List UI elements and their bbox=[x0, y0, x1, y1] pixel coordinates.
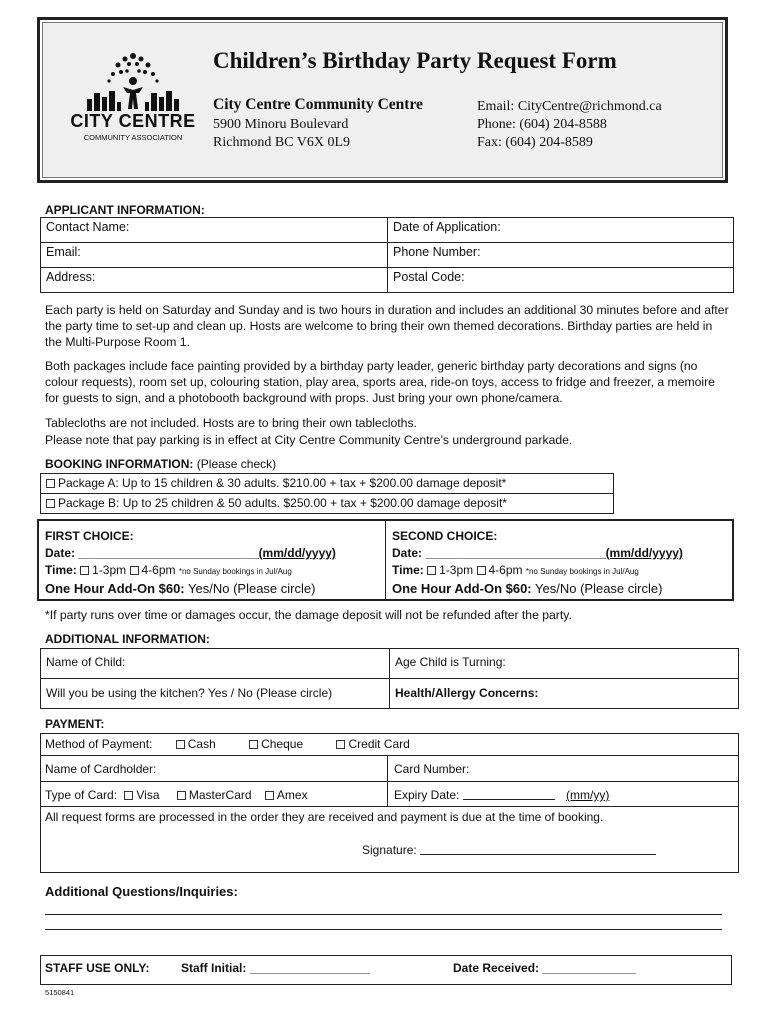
package-b-checkbox[interactable] bbox=[46, 499, 55, 508]
date-received-field[interactable] bbox=[453, 961, 636, 975]
booking-heading-note: (Please check) bbox=[196, 457, 277, 471]
credit-card-label: Credit Card bbox=[348, 737, 410, 751]
signature-line bbox=[420, 844, 656, 855]
package-a-label: Package A: Up to 15 children & 30 adults. $210.00 + tax + $200.00 damage deposit* bbox=[58, 476, 507, 490]
signature-label: Signature: bbox=[362, 843, 417, 857]
first-time-1-checkbox[interactable] bbox=[80, 566, 89, 575]
amex-label: Amex bbox=[276, 788, 308, 802]
second-time-label: Time: bbox=[392, 563, 424, 577]
address-line-1: 5900 Minoru Boulevard bbox=[213, 117, 349, 132]
date-received-line: ______________ bbox=[542, 961, 636, 975]
mastercard-label: MasterCard bbox=[188, 788, 252, 802]
cardholder-label: Name of Cardholder: bbox=[45, 762, 157, 776]
first-time-note: *no Sunday bookings in Jul/Aug bbox=[178, 567, 292, 576]
phone-number-field[interactable] bbox=[388, 243, 734, 268]
date-application-field[interactable] bbox=[388, 218, 734, 243]
applicant-table bbox=[40, 217, 734, 293]
date-application-label: Date of Application: bbox=[393, 220, 501, 234]
first-addon-label: One Hour Add-On $60: bbox=[45, 581, 185, 596]
first-addon-value[interactable]: Yes/No (Please circle) bbox=[188, 581, 316, 596]
first-time-1: 1-3pm bbox=[92, 563, 127, 577]
card-number-label: Card Number: bbox=[394, 762, 470, 776]
cheque-label: Cheque bbox=[261, 737, 304, 751]
cheque-checkbox[interactable] bbox=[249, 740, 258, 749]
address-label: Address: bbox=[46, 270, 96, 284]
date-received-label: Date Received: bbox=[453, 961, 540, 975]
second-time-1: 1-3pm bbox=[439, 563, 474, 577]
payment-heading: PAYMENT: bbox=[45, 717, 105, 731]
party-info-paragraph: Each party is held on Saturday and Sunday and is two hours in duration and includes an additional 30 minutes before and after the party time to set-up and clean up. Hosts are welcome to bring their own themed decorations. Birthday parties are held in the Multi-Purpose Room 1. bbox=[45, 303, 729, 349]
cheque-option[interactable] bbox=[249, 737, 303, 751]
staff-initial-field[interactable] bbox=[181, 961, 370, 975]
visa-option[interactable] bbox=[124, 788, 159, 802]
parking-note: Please note that pay parking is in effect at City Centre Community Centre’s underground parkade. bbox=[45, 433, 573, 447]
first-date-format: (mm/dd/yyyy) bbox=[258, 546, 336, 560]
method-label: Method of Payment: bbox=[45, 737, 153, 751]
email-field[interactable] bbox=[41, 243, 388, 268]
credit-card-checkbox[interactable] bbox=[336, 740, 345, 749]
applicant-heading: APPLICANT INFORMATION: bbox=[45, 203, 205, 217]
card-type-label: Type of Card: bbox=[45, 788, 118, 802]
card-type-row bbox=[45, 788, 308, 802]
organization-name: City Centre Community Centre bbox=[213, 96, 423, 113]
staff-use-label: STAFF USE ONLY: bbox=[45, 961, 150, 975]
health-field[interactable] bbox=[390, 679, 739, 709]
package-table bbox=[40, 473, 614, 514]
contact-fax: Fax: (604) 204-8589 bbox=[477, 135, 593, 150]
cash-checkbox[interactable] bbox=[176, 740, 185, 749]
packages-info-paragraph: Both packages include face painting provided by a birthday party leader, generic birthday party decorations and signs (no colour requests), room set up, colouring station, play area, sports area, ride-on toys, access to fridge and freezer, a memoire for guests to sign, and a photobooth background with props. Just bring your own phone/camera. bbox=[45, 359, 715, 405]
package-b-label: Package B: Up to 25 children & 50 adults. $250.00 + tax + $200.00 damage deposit* bbox=[58, 496, 507, 510]
form-number: 5150841 bbox=[45, 988, 75, 997]
health-label: Health/Allergy Concerns: bbox=[395, 686, 539, 700]
card-number-field[interactable] bbox=[394, 762, 469, 776]
processing-note: All request forms are processed in the order they are received and payment is due at the time of booking. bbox=[45, 810, 604, 824]
visa-label: Visa bbox=[136, 788, 160, 802]
phone-number-label: Phone Number: bbox=[393, 245, 481, 259]
kitchen-field[interactable] bbox=[41, 679, 390, 709]
first-choice-block bbox=[45, 528, 336, 597]
form-title: Children’s Birthday Party Request Form bbox=[213, 48, 617, 73]
package-a-checkbox[interactable] bbox=[46, 479, 55, 488]
questions-line-2[interactable] bbox=[45, 929, 722, 930]
address-field[interactable] bbox=[41, 268, 388, 293]
cardholder-field[interactable] bbox=[45, 762, 156, 776]
second-time-2: 4-6pm bbox=[488, 563, 523, 577]
second-date-format: (mm/dd/yyyy) bbox=[605, 546, 683, 560]
expiry-format: (mm/yy) bbox=[566, 788, 610, 802]
contact-email: Email: CityCentre@richmond.ca bbox=[477, 99, 662, 114]
second-choice-block bbox=[392, 528, 683, 597]
tablecloth-note: Tablecloths are not included. Hosts are to bring their own tablecloths. bbox=[45, 416, 417, 430]
expiry-line bbox=[463, 789, 555, 800]
second-time-note: *no Sunday bookings in Jul/Aug bbox=[525, 567, 639, 576]
amex-option[interactable] bbox=[265, 788, 308, 802]
child-name-label: Name of Child: bbox=[46, 655, 126, 669]
contact-phone: Phone: (604) 204-8588 bbox=[477, 117, 607, 132]
first-time-2: 4-6pm bbox=[141, 563, 176, 577]
postal-code-field[interactable] bbox=[388, 268, 734, 293]
contact-name-label: Contact Name: bbox=[46, 220, 130, 234]
booking-heading-label: BOOKING INFORMATION: bbox=[45, 457, 194, 471]
second-choice-date[interactable] bbox=[392, 545, 683, 562]
first-choice-date[interactable] bbox=[45, 545, 336, 562]
address-line-2: Richmond BC V6X 0L9 bbox=[213, 135, 351, 150]
age-turning-field[interactable] bbox=[390, 649, 739, 679]
deposit-note: *If party runs over time or damages occur, the damage deposit will not be refunded after the party. bbox=[45, 608, 572, 622]
first-choice-heading: FIRST CHOICE: bbox=[45, 529, 134, 543]
expiry-label: Expiry Date: bbox=[394, 788, 460, 802]
questions-heading: Additional Questions/Inquiries: bbox=[45, 884, 238, 899]
form-header bbox=[37, 17, 728, 183]
second-choice-heading: SECOND CHOICE: bbox=[392, 529, 498, 543]
second-addon-value[interactable]: Yes/No (Please circle) bbox=[535, 581, 663, 596]
expiry-field[interactable] bbox=[394, 788, 609, 802]
additional-table bbox=[40, 648, 739, 709]
first-time-2-checkbox[interactable] bbox=[130, 566, 139, 575]
additional-heading: ADDITIONAL INFORMATION: bbox=[45, 632, 210, 646]
kitchen-label: Will you be using the kitchen? Yes / No (Please circle) bbox=[46, 686, 333, 700]
visa-checkbox[interactable] bbox=[124, 791, 133, 800]
header-panel bbox=[42, 22, 723, 178]
first-date-line: ___________________________ bbox=[78, 546, 259, 560]
package-b-option[interactable] bbox=[41, 494, 614, 514]
cash-option[interactable] bbox=[176, 737, 216, 751]
second-time-2-checkbox[interactable] bbox=[477, 566, 486, 575]
choice-divider bbox=[385, 520, 386, 600]
amex-checkbox[interactable] bbox=[265, 791, 274, 800]
payment-method-row bbox=[45, 737, 410, 751]
second-time-1-checkbox[interactable] bbox=[427, 566, 436, 575]
first-date-label: Date: bbox=[45, 546, 76, 560]
second-addon-label: One Hour Add-On $60: bbox=[392, 581, 532, 596]
questions-line-1[interactable] bbox=[45, 914, 722, 915]
age-turning-label: Age Child is Turning: bbox=[395, 655, 506, 669]
postal-code-label: Postal Code: bbox=[393, 270, 465, 284]
logo-wordmark: CITY CENTRE bbox=[70, 111, 196, 131]
package-a-option[interactable] bbox=[41, 474, 614, 494]
second-date-line: ___________________________ bbox=[425, 546, 606, 560]
logo-subtitle: COMMUNITY ASSOCIATION bbox=[83, 133, 183, 142]
payment-divider-3 bbox=[40, 806, 739, 807]
email-label: Email: bbox=[46, 245, 81, 259]
signature-field[interactable] bbox=[362, 843, 656, 857]
payment-divider-2 bbox=[40, 781, 739, 782]
booking-heading bbox=[45, 457, 276, 471]
child-name-field[interactable] bbox=[41, 649, 390, 679]
first-time-label: Time: bbox=[45, 563, 77, 577]
mastercard-option[interactable] bbox=[177, 788, 252, 802]
credit-card-option[interactable] bbox=[336, 737, 409, 751]
cash-label: Cash bbox=[187, 737, 216, 751]
staff-initial-label: Staff Initial: bbox=[181, 961, 247, 975]
second-date-label: Date: bbox=[392, 546, 423, 560]
mastercard-checkbox[interactable] bbox=[177, 791, 186, 800]
contact-name-field[interactable] bbox=[41, 218, 388, 243]
payment-divider-1 bbox=[40, 755, 739, 756]
staff-initial-line: __________________ bbox=[249, 961, 370, 975]
